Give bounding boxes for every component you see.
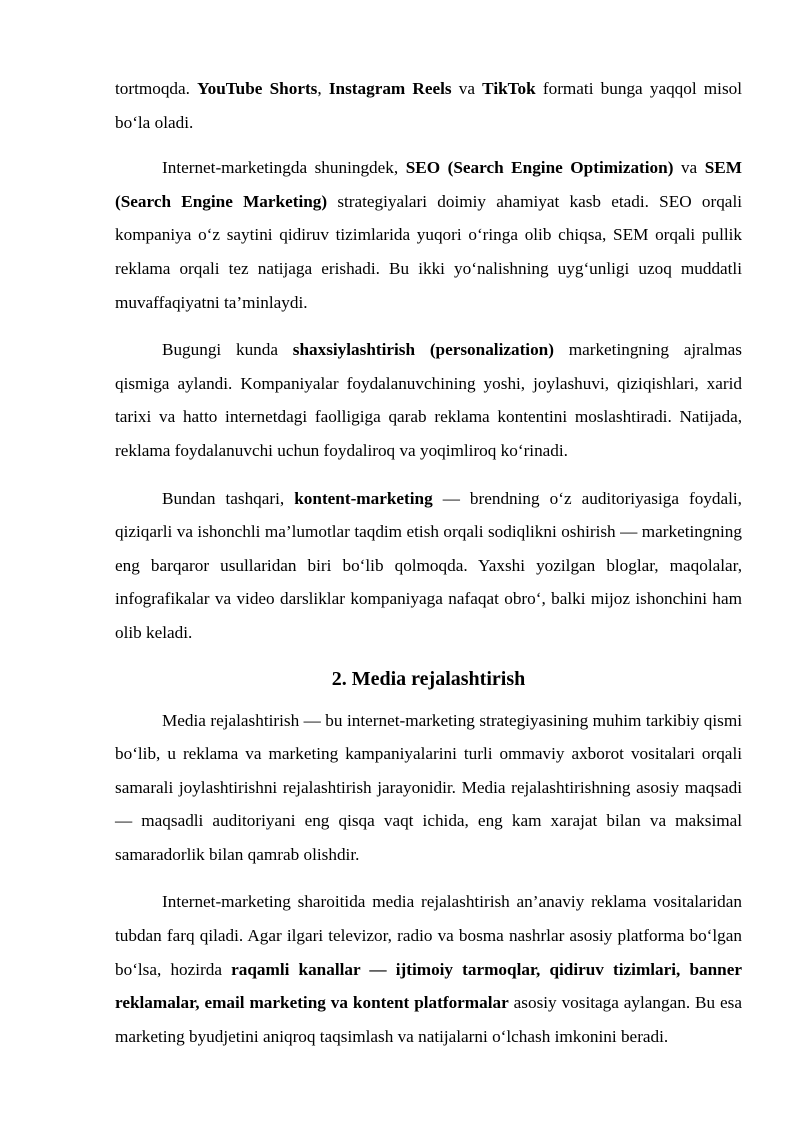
paragraph-media-planning	[115, 704, 742, 872]
bold-term: YouTube Shorts	[197, 79, 318, 98]
text-run: va	[451, 79, 483, 98]
bold-term: kontent-marketing	[294, 488, 433, 508]
text-run: Internet-marketing sharoitida media rejalashtirish an’anaviy reklama vositalaridan tubdan farq qiladi. Agar ilgari televizor, radio va bosma nashrlar asosiy platforma bo‘lgan bo‘lsa, hozirda	[115, 892, 742, 979]
paragraph-content-marketing	[115, 482, 742, 650]
bold-term: SEM (Search Engine Marketing)	[115, 158, 742, 211]
text-run: — brendning o‘z auditoriyasiga foydali, qiziqarli va ishonchli ma’lumotlar taqdim etish orqali sodiqlikni oshirish — marketingning eng barqaror usullaridan biri bo‘lib qolmoqda. Yaxshi yozilgan bloglar, maqolalar, infografikalar va video darsliklar kompaniyaga nafaqat obro‘, balki mijoz ishonchini ham olib keladi.	[115, 488, 742, 642]
bold-term: shaxsiylashtirish (personalization)	[292, 340, 554, 360]
text-run: marketingning ajralmas qismiga aylandi. Kompaniyalar foydalanuvchining yoshi, joylashuvi, qiziqishlari, xarid tarixi va hatto internetdagi faolligiga qarab reklama kontentini moslashtiradi. Natijada, reklama foydalanuvchi uchun foydaliroq va yoqimliroq ko‘rinadi.	[115, 340, 742, 460]
text-run: va	[673, 158, 705, 178]
text-run: strategiyalari doimiy ahamiyat kasb etadi. SEO orqali kompaniya o‘z saytini qidiruv tizimlarida yuqori o‘ringa olib chiqsa, SEM orqali pullik reklama orqali tez natijaga erishadi. Bu ikki yo‘nalishning uyg‘unligi uzoq muddatli muvaffaqiyatni ta’minlaydi.	[115, 191, 742, 312]
paragraph-seo-sem	[115, 151, 742, 319]
paragraph-continuation	[115, 72, 742, 139]
text-run: ,	[317, 79, 329, 98]
bold-term: Instagram Reels	[328, 79, 452, 98]
paragraph-digital-channels	[115, 885, 742, 1053]
text-run: Bugungi kunda	[162, 340, 293, 360]
bold-term: TikTok	[482, 79, 536, 98]
text-run: Bundan tashqari,	[162, 488, 295, 508]
text-run: Internet-marketingda shuningdek,	[162, 158, 406, 178]
paragraph-personalization	[115, 333, 742, 467]
text-run: tortmoqda.	[115, 79, 198, 98]
bold-term: raqamli kanallar — ijtimoiy tarmoqlar, qidiruv tizimlari, banner reklamalar, email marketing va kontent platformalar	[115, 959, 742, 1013]
section-heading: 2. Media rejalashtirish	[331, 667, 526, 690]
text-run: formati bunga yaqqol misol bo‘la oladi.	[115, 79, 743, 132]
text-run: asosiy vositaga aylangan. Bu esa marketing byudjetini aniqroq taqsimlash va natijalarni o‘lchash imkonini beradi.	[115, 993, 742, 1046]
text-run: Media rejalashtirish — bu internet-marketing strategiyasining muhim tarkibiy qismi bo‘lib, u reklama va marketing kampaniyalarini turli ommaviy axborot vositalari orqali samarali joylashtirishni rejalashtirish jarayonidir. Media rejalashtirishning asosiy maqsadi — maqsadli auditoriyani eng qisqa vaqt ichida, eng kam xarajat bilan va maksimal samaradorlik bilan qamrab olishdir.	[115, 710, 742, 864]
bold-term: SEO (Search Engine Optimization)	[405, 158, 674, 178]
